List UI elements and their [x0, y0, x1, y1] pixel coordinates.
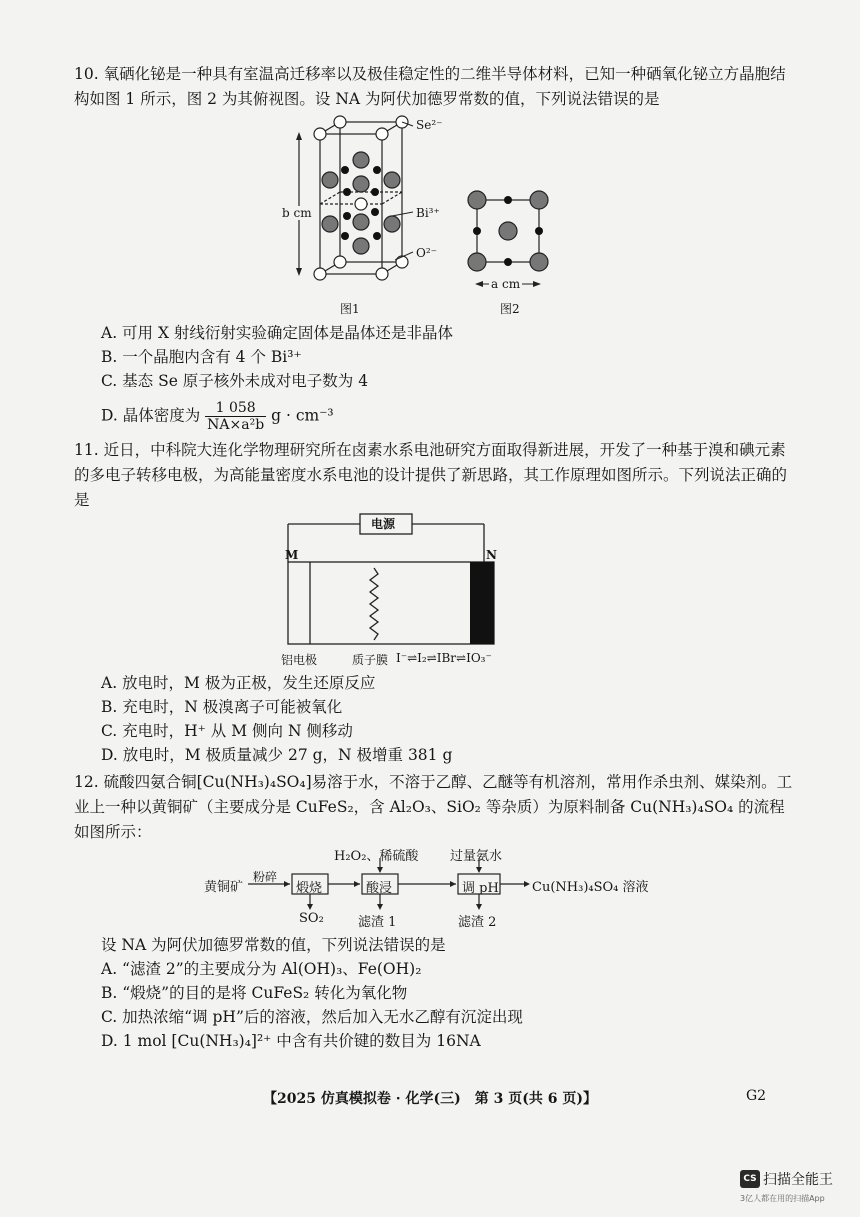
flow-so2: SO₂ — [299, 911, 324, 926]
q11-option-c: C. 充电时，H⁺ 从 M 侧向 N 侧移动 — [101, 722, 353, 740]
q11-stem: 11. 近日，中科院大连化学物理研究所在卤素水系电池研究方面取得新进展，开发了一种基于溴和碘元素的多电子转移电极，为高能量密度水系电池的设计提供了新思路，其工作原理如图所示。下列说法正确的是 — [74, 441, 788, 509]
scanner-logo-icon: CS — [740, 1170, 760, 1188]
flow-residue-1: 滤渣 1 — [358, 915, 397, 930]
q11-option-b: B. 充电时，N 极溴离子可能被氧化 — [101, 698, 343, 716]
flow-reagent-ammonia: 过量氨水 — [450, 849, 503, 864]
density-unit: g · cm⁻³ — [271, 406, 334, 425]
scanner-app-name: 扫描全能王 — [763, 1171, 833, 1188]
scanner-tagline: 3亿人都在用的扫描App — [740, 1193, 825, 1203]
density-denominator: NA×a²b — [207, 417, 265, 433]
aluminum-electrode-label: 铝电极 — [281, 653, 318, 667]
flow-residue-2: 滤渣 2 — [458, 915, 497, 930]
q11-battery-diagram — [270, 508, 570, 668]
flow-roast: 煅烧 — [296, 881, 323, 896]
q11-option-a: A. 放电时，M 极为正极，发生还原反应 — [101, 674, 376, 692]
q12-option-c: C. 加热浓缩“调 pH”后的溶液，然后加入无水乙醇有沉淀出现 — [101, 1008, 523, 1026]
fig1-caption: 图1 — [340, 302, 360, 316]
flow-crush: 粉碎 — [253, 870, 278, 884]
flow-reagent-h2o2: H₂O₂、稀硫酸 — [334, 849, 419, 864]
q12-intro: 设 NA 为阿伏加德罗常数的值，下列说法错误的是 — [101, 936, 446, 954]
q10-option-c: C. 基态 Se 原子核外未成对电子数为 4 — [101, 372, 369, 390]
flow-acid-leach: 酸浸 — [366, 881, 393, 896]
density-numerator: 1 058 — [205, 400, 266, 417]
page-footer: 【2025 仿真模拟卷 · 化学(三) 第 3 页(共 6 页)】 — [263, 1091, 597, 1107]
power-source-label: 电源 — [371, 517, 396, 531]
label-o-ion: O²⁻ — [416, 246, 437, 260]
q10-option-d — [101, 400, 334, 433]
label-a-cm: a cm — [491, 277, 521, 291]
label-b-cm: b cm — [282, 206, 312, 220]
flow-chalcopyrite: 黄铜矿 — [204, 880, 244, 895]
q10-option-d-prefix: D. 晶体密度为 — [101, 406, 201, 425]
proton-membrane-label: 质子膜 — [352, 653, 389, 667]
q12-option-d: D. 1 mol [Cu(NH₃)₄]²⁺ 中含有共价键的数目为 16NA — [101, 1032, 481, 1050]
q11-option-d: D. 放电时，M 极质量减少 27 g，N 极增重 381 g — [101, 746, 453, 764]
label-se-ion: Se²⁻ — [416, 118, 443, 132]
flow-adjust-ph: 调 pH — [462, 881, 499, 896]
flow-product: Cu(NH₃)₄SO₄ 溶液 — [532, 880, 649, 895]
q12-option-b: B. “煅烧”的目的是将 CuFeS₂ 转化为氧化物 — [101, 984, 408, 1002]
q12-stem: 12. 硫酸四氨合铜[Cu(NH₃)₄SO₄]易溶于水，不溶于乙醇、乙醚等有机溶剂，常用作杀虫剂、媒染剂。工业上一种以黄铜矿（主要成分是 CuFeS₂，含 Al₂O₃、SiO₂ 等杂质）为原料制备 Cu(NH₃)₄SO₄ 的流程如图所示： — [74, 773, 793, 841]
iodine-reaction-label: I⁻⇌I₂⇌IBr⇌IO₃⁻ — [396, 651, 492, 665]
electrode-n-label: N — [486, 548, 497, 562]
scanner-watermark — [740, 1168, 852, 1204]
electrode-m-label: M — [285, 548, 299, 562]
density-fraction — [205, 400, 266, 433]
q10-option-b: B. 一个晶胞内含有 4 个 Bi³⁺ — [101, 348, 302, 366]
page-code: G2 — [746, 1088, 767, 1104]
fig2-caption: 图2 — [500, 302, 520, 316]
q12-option-a: A. “滤渣 2”的主要成分为 Al(OH)₃、Fe(OH)₂ — [101, 960, 422, 978]
q10-option-a: A. 可用 X 射线衍射实验确定固体是晶体还是非晶体 — [101, 324, 453, 342]
label-bi-ion: Bi³⁺ — [416, 206, 440, 220]
q10-stem: 10. 氧硒化铋是一种具有室温高迁移率以及极佳稳定性的二维半导体材料，已知一种硒氧化铋立方晶胞结构如图 1 所示，图 2 为其俯视图。设 NA 为阿伏加德罗常数的值，下列说法错误的是 — [74, 65, 786, 108]
